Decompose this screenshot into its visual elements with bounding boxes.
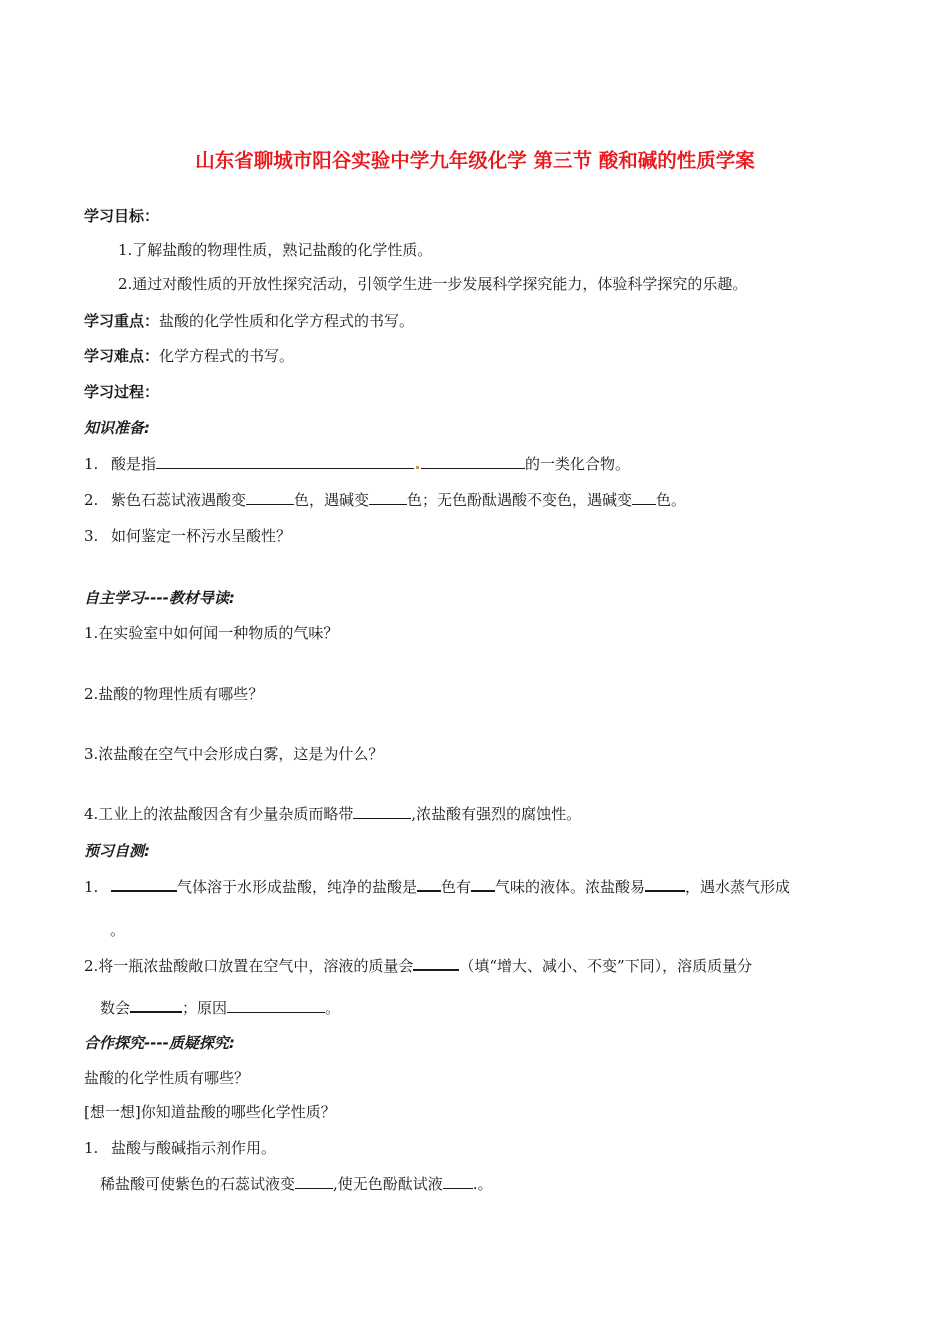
coop-heading: 合作探究----质疑探究: (84, 1034, 235, 1052)
self-study-heading: 自主学习----教材导读: (84, 589, 235, 607)
key-point-label: 学习重点： (84, 312, 160, 330)
coop-item-1-detail-c: .。 (472, 1175, 493, 1193)
coop-item-1-detail-a: 稀盐酸可使紫色的石蕊试液变 (100, 1175, 296, 1193)
prep-item-2-text-d: 色。 (656, 491, 687, 509)
process-label: 学习过程： (84, 383, 160, 401)
key-point-text: 盐酸的化学性质和化学方程式的书写。 (159, 312, 415, 330)
prep-item-1 (84, 454, 630, 474)
self-test-item-1-text-a: 气体溶于水形成盐酸，纯净的盐酸是 (177, 878, 418, 896)
answer-blank[interactable] (417, 876, 441, 892)
self-test-item-1-continuation: 。 (110, 921, 126, 939)
prep-item-1-number: 1. (84, 455, 99, 473)
coop-item-1-detail-b: ,使无色酚酞试液 (333, 1175, 443, 1193)
coop-item-1-detail (100, 1174, 493, 1194)
prep-heading: 知识准备: (84, 419, 150, 437)
answer-blank[interactable] (421, 454, 525, 469)
key-point-line (84, 311, 414, 331)
document-title: 山东省聊城市阳谷实验中学九年级化学 第三节 酸和碱的性质学案 (195, 149, 755, 172)
difficulty-line (84, 346, 294, 366)
prep-item-2 (84, 490, 686, 510)
objective-1: 1.了解盐酸的物理性质，熟记盐酸的化学性质。 (118, 241, 433, 259)
self-study-question-4-text-b: ,浓盐酸有强烈的腐蚀性。 (411, 805, 582, 823)
coop-question: 盐酸的化学性质有哪些？ (84, 1069, 250, 1087)
answer-blank[interactable] (471, 876, 495, 892)
answer-blank[interactable] (353, 804, 411, 819)
coop-item-1-text: 盐酸与酸碱指示剂作用。 (111, 1139, 277, 1157)
prep-item-2-text-b: 色，遇碱变 (294, 491, 370, 509)
answer-blank[interactable] (227, 998, 325, 1013)
answer-blank[interactable] (369, 490, 407, 505)
prep-item-1-text-a: 酸是指 (111, 455, 157, 473)
self-test-item-2-text-a: 2.将一瓶浓盐酸敞口放置在空气中，溶液的质量会 (84, 957, 414, 975)
self-study-question-4-text-a: 4.工业上的浓盐酸因含有少量杂质而略带 (84, 805, 354, 823)
self-test-item-1 (84, 876, 790, 897)
self-test-item-2-text-e: 。 (325, 999, 341, 1017)
objective-2: 2.通过对酸性质的开放性探究活动，引领学生进一步发展科学探究能力，体验科学探究的乐趣。 (118, 275, 748, 293)
prep-item-2-text-c: 色；无色酚酞遇酸不变色，遇碱变 (407, 491, 633, 509)
answer-blank[interactable] (645, 876, 685, 892)
answer-blank[interactable] (295, 1174, 333, 1189)
difficulty-text: 化学方程式的书写。 (159, 347, 295, 365)
self-test-item-2-text-b: （填“增大、减小、不变”下同），溶质质量分 (459, 957, 753, 975)
answer-blank[interactable] (156, 454, 414, 469)
answer-blank[interactable] (413, 955, 459, 971)
answer-blank[interactable] (130, 997, 182, 1013)
self-test-heading: 预习自测: (84, 842, 150, 860)
mark-dot (416, 466, 419, 469)
prep-item-2-text-a: 紫色石蕊试液遇酸变 (111, 491, 247, 509)
self-test-item-1-number: 1. (84, 878, 99, 896)
self-study-question-4 (84, 804, 581, 824)
self-test-item-1-text-d: ，遇水蒸气形成 (685, 878, 791, 896)
prep-item-2-number: 2. (84, 491, 99, 509)
self-test-item-1-text-c: 气味的液体。浓盐酸易 (495, 878, 646, 896)
coop-item-1-number: 1. (84, 1139, 99, 1157)
self-test-item-2 (84, 955, 752, 976)
prep-item-3-number: 3. (84, 527, 99, 545)
answer-blank[interactable] (443, 1174, 473, 1189)
answer-blank[interactable] (632, 490, 656, 505)
self-study-question-2: 2.盐酸的物理性质有哪些？ (84, 685, 264, 703)
answer-blank[interactable] (246, 490, 294, 505)
self-test-item-2-continuation (100, 997, 340, 1018)
prep-item-3 (84, 526, 291, 546)
self-test-item-1-text-b: 色有 (441, 878, 472, 896)
self-test-item-2-text-c: 数会 (100, 999, 131, 1017)
objectives-label: 学习目标： (84, 207, 160, 225)
prep-item-3-text: 如何鉴定一杯污水呈酸性？ (111, 527, 292, 545)
self-study-question-1: 1.在实验室中如何闻一种物质的气味？ (84, 624, 339, 642)
self-test-item-2-text-d: ；原因 (182, 999, 228, 1017)
prep-item-1-text-b: 的一类化合物。 (525, 455, 631, 473)
coop-item-1 (84, 1138, 276, 1158)
answer-blank[interactable] (111, 876, 177, 892)
difficulty-label: 学习难点： (84, 347, 160, 365)
coop-think-prompt: [想一想]你知道盐酸的哪些化学性质？ (84, 1103, 336, 1121)
self-study-question-3: 3.浓盐酸在空气中会形成白雾，这是为什么？ (84, 745, 384, 763)
